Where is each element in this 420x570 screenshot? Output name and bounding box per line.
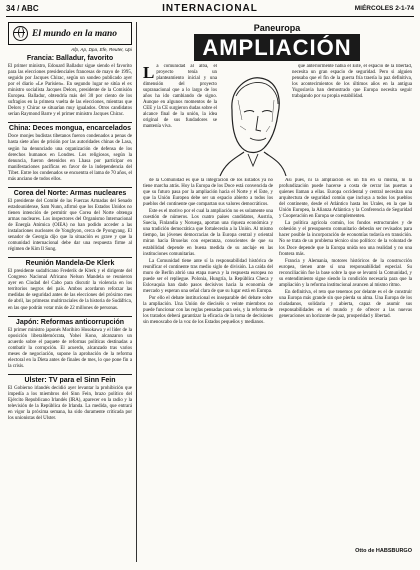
brief-item bbox=[8, 377, 132, 422]
section-title: INTERNACIONAL bbox=[162, 3, 258, 14]
brief-item bbox=[8, 260, 132, 311]
article-paragraph: Por ello el debate institucional es inseparable del debate sobre la ampliación. Una Unión de dieciséis o veinte miembros no puede funcionar con las reglas pensadas para seis, y la reforma de los tratados deberá garantizar la eficacia de la toma de decisiones sin menoscabo de la voz de los Estados pequeños y medianos. bbox=[143, 295, 273, 326]
brief-heading: China: Deces mongua, encarcelados bbox=[8, 125, 132, 133]
article-paragraph: Así pues, ni la ampliación es un fin en sí misma, ni la profundización puede hacerse a costa de cerrar las puertas a quienes llaman a ellas. Europa occidental y central necesitan una arquitectura de seguridad común que incluya a todos los pueblos del continente, desde el Atlántico hasta los Urales, en la que la Unión Europea, la Alianza Atlántica y la Conferencia de Seguridad y Cooperación en Europa se complementen. bbox=[279, 178, 412, 220]
news-briefs-column bbox=[8, 22, 132, 562]
article-column-2 bbox=[143, 178, 273, 558]
column-rule bbox=[136, 22, 137, 562]
article-paragraph: La política agrícola común, los fondos estructurales y de cohesión y el presupuesto comunitario deberán ser revisados para hacer posible la incorporación de economías todavía en transición. No se trata de un problema técnico sino político: de la voluntad de los Doce depende que la Europa unida sea una realidad y no una frontera más. bbox=[279, 221, 412, 257]
brief-body: El presidente del Comité de las Fuerzas Armadas del Senado estadounidense, Sam Nunn, afirmó que los Estados Unidos no tienen intención de permitir que Corea del Norte obtenga armas nucleares. Los inspectores del Organismo Internacional de Energía Atómica (OIEA) no han podido acceder a las instalaciones nucleares de Yongbyon, cerca de Pyongyang. El senador de Georgia dijo que la situación es grave y que la comunidad internacional debe dar una respuesta firme al régimen de Kim Il Sung. bbox=[8, 198, 132, 253]
author-signature: Otto de HABSBURGO bbox=[355, 548, 412, 554]
issue-date: MIÉRCOLES 2-1-74 bbox=[354, 5, 414, 12]
divider bbox=[8, 257, 132, 258]
agencies-byline: Afp, Ap, Dpa, Efe, Reuter, Upi bbox=[71, 47, 132, 52]
article-topline: Paneuropa bbox=[253, 23, 301, 33]
brief-item bbox=[8, 190, 132, 253]
brief-body: El primer ministro, Edouard Balladur sigue siendo el favorito para las elecciones presidenciales francesas de mayo de 1995, seguido por Jacques Chirac, según un sondeo publicado ayer por el diario «Le Parisien». En segundo lugar se sitúa el ex ministro socialista Jacques Delors, presidente de la Comisión Europea. Balladur, obtendría más del 30 por ciento de los sufragios en la primera vuelta de las elecciones, mientras que Delors y Chirac se situarían muy igualados. Otros candidatos serían Raymond Barre y el primer ministro Jacques Chirac. bbox=[8, 64, 132, 118]
brief-item bbox=[8, 319, 132, 370]
headline-text: AMPLIACIÓN bbox=[194, 34, 359, 61]
article-paragraph: a comunidad al alba, el proyecto tenía un planteamiento inicial y una dimensión del proyecto supranacional que a lo largo de los años ha ido cambiando de signo. Aunque en algunos momentos de la CEE y la CE surgieron dudas sobre el alcance final de la unión, la idea original de sus fundadores se mantenía viva. bbox=[143, 64, 217, 130]
brief-heading: Japón: Reformas anticorrupción bbox=[15, 318, 125, 326]
author-portrait-illustration bbox=[218, 70, 288, 178]
article-paragraph: que anteriormente había el Este, el espacio de la libertad, necesita un gran espacio de seguridad. Pero si alguien pensaba que el fin de la guerra fría traería la paz definitiva, los acontecimientos de los últimos años en la antigua Yugoslavia han demostrado que Europa necesita seguir trabajando por su propia estabilidad. bbox=[292, 64, 412, 100]
article-paragraph: Este es el motivo por el cual la ampliación no es solamente una cuestión de números. Los cuatro países candidatos, Austria, Suecia, Finlandia y Noruega, aportan una riqueza económica y una tradición democrática que fortalecerán a la Unión. Al mismo tiempo, las jóvenes democracias de la Europa central y oriental miran hacia Bruselas con esperanza, conscientes de que su estabilidad depende en buena medida de su anclaje en las instituciones comunitarias. bbox=[143, 209, 273, 257]
briefs-title-box bbox=[8, 22, 132, 45]
brief-heading: Corea del Norte: Armas nucleares bbox=[13, 189, 127, 197]
divider bbox=[8, 187, 132, 188]
divider bbox=[8, 374, 132, 375]
article-column-1 bbox=[143, 64, 217, 172]
briefs-title: El mundo en la mano bbox=[32, 28, 117, 39]
page-number: 34 / ABC bbox=[6, 4, 39, 13]
brief-item bbox=[8, 125, 132, 182]
globe-icon bbox=[13, 26, 28, 41]
page-header bbox=[6, 4, 414, 17]
article-paragraph: Francia y Alemania, motores históricos de la construcción europea, tienen ante sí una responsabilidad especial. Su reconciliación fue la base sobre la que se levantó la Comunidad, y su entendimiento sigue siendo la condición necesaria para que la ampliación y la reforma institucional avancen al mismo ritmo. bbox=[279, 258, 412, 288]
brief-heading: Reunión Mandela-De Klerk bbox=[25, 260, 115, 268]
brief-heading: Ulster: TV para el Sinn Fein bbox=[24, 376, 116, 384]
brief-item bbox=[8, 55, 132, 118]
brief-body: El presidente sudafricano Frederik de Klerk y el dirigente del Congreso Nacional Africano Nelson Mandela se reunieron ayer en Ciudad del Cabo para discutir la violencia en los territorios negros del país. Ambos acordaron reforzar las medidas de seguridad antes de las elecciones del próximo mes de abril, las primeras multirraciales de la historia de Sudáfrica, en las que podrán votar más de 22 millones de personas. bbox=[8, 269, 132, 311]
brief-body: El Gobierno irlandés decidió ayer levantar la prohibición que impedía a los miembros del Sinn Fein, brazo político del Ejército Republicano Irlandés (IRA), aparecer en la radio y la televisión de la República de Irlanda. La medida, que entrará en vigor la próxima semana, ha sido duramente criticada por los unionistas del Ulster. bbox=[8, 385, 132, 422]
article-headline bbox=[142, 34, 412, 62]
divider bbox=[8, 316, 132, 317]
article-paragraph: En definitiva, el reto que tenemos por delante es el de construir una Europa más grande sin que pierda su alma. Una Europa de los ciudadanos, solidaria y abierta, capaz de asumir sus responsabilidades en el mundo y de ofrecer a las nuevas generaciones un horizonte de paz, prosperidad y libertad. bbox=[279, 289, 412, 320]
brief-heading: Francia: Balladur, favorito bbox=[26, 55, 114, 62]
drop-cap: L bbox=[143, 64, 155, 82]
article-paragraph: La Comunidad tiene ante sí la responsabilidad histórica de reunificar el continente tras medio siglo de división. La caída del muro de Berlín abrió una etapa nueva y la respuesta europea no puede ser el repliegue. Polonia, Hungría, la República Checa y Eslovaquia han dado pasos decisivos hacia la economía de mercado y esperan una señal clara de que su lugar está en Europa. bbox=[143, 258, 273, 294]
article-paragraph: de la Comunidad es que la integración de los Estados ya no tiene marcha atrás. Hoy la Europa de los Doce está convencida de que su futuro pasa por la ampliación hacia el Norte y el Este, y que la Unión Europea debe ser un espacio abierto a todos los pueblos del continente que compartan sus valores democráticos. bbox=[143, 178, 273, 208]
article-column-4 bbox=[279, 178, 412, 546]
brief-body: Doce monjes budistas tibetanos fueron condenados a penas de hasta siete años de prisión por las autoridades chinas de Lasa, según ha denunciado una organización de defensa de los derechos humanos en Londres. Los religiosos, según la denuncia, fueron detenidos en Lhasa por participar en manifestaciones pacíficas en favor de la independencia del Tíbet. Entre los condenados se encuentra el lama de 70 años, el más anciano de todos ellos. bbox=[8, 134, 132, 182]
divider bbox=[8, 122, 132, 123]
brief-body: El primer ministro japonés Morihiro Hosokawa y el líder de la oposición liberaldemócrata, Yohei Kono, alcanzaron un acuerdo sobre el paquete de reformas políticas destinadas a combatir la corrupción. El acuerdo, alcanzado tras varios meses de negociación, supone la aprobación de la reforma electoral en la Dieta antes de finales de mes, lo que pone fin a la crisis. bbox=[8, 327, 132, 369]
article-column-3 bbox=[292, 64, 412, 178]
